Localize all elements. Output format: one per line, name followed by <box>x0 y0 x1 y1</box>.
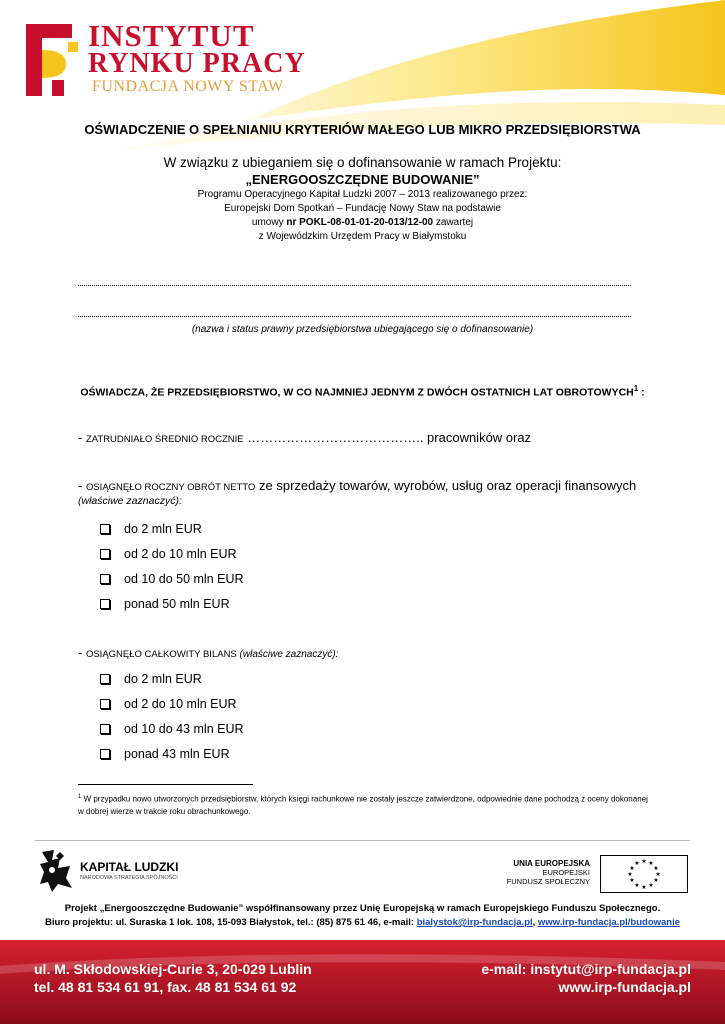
svg-text:★: ★ <box>627 871 633 878</box>
employment-dash: - <box>78 430 86 445</box>
option-label: od 2 do 10 mln EUR <box>124 547 237 561</box>
intro-line-3: Programu Operacyjnego Kapitał Ludzki 2007 – 2013 realizowanego przez: <box>197 189 528 200</box>
footnote-text: W przypadku nowo utworzonych przedsiębiorstw, których księgi rachunkowe nie zostały jeszcze zatwierdzone, odpowiednie dane pochodzą z oceny dokonanej w dobrej wierze w trakcie roku obrachunkowego. <box>78 794 648 816</box>
checkbox-icon[interactable] <box>100 674 110 684</box>
eu-line-2: EUROPEJSKI <box>542 868 590 877</box>
eu-line-3: FUNDUSZ SPOŁECZNY <box>506 877 590 886</box>
turnover-option[interactable] <box>100 597 230 611</box>
employment-blank[interactable]: ………………………………….. <box>243 430 428 445</box>
balance-option[interactable] <box>100 697 237 711</box>
option-label: od 2 do 10 mln EUR <box>124 697 237 711</box>
intro-line-4: Europejski Dom Spotkań – Fundację Nowy Staw na podstawie <box>224 203 501 214</box>
kapital-ludzki-logo <box>38 848 198 894</box>
employment-label: ZATRUDNIAŁO ŚREDNIO ROCZNIE <box>85 434 244 445</box>
svg-text:★: ★ <box>648 860 654 867</box>
svg-text:★: ★ <box>641 884 647 891</box>
turnover-suffix: ze sprzedaży towarów, wyrobów, usług oraz operacji finansowych <box>255 478 637 493</box>
balance-option[interactable] <box>100 747 230 761</box>
option-label: ponad 50 mln EUR <box>124 597 230 611</box>
turnover-option[interactable] <box>100 547 237 561</box>
svg-text:★: ★ <box>655 871 661 878</box>
institute-address: ul. M. Skłodowskiej-Curie 3, 20-029 Lublin <box>34 961 312 977</box>
kl-title: KAPITAŁ LUDZKI <box>80 860 179 874</box>
svg-text:★: ★ <box>653 877 659 884</box>
balance-note: (właściwe zaznaczyć): <box>236 649 339 660</box>
checkbox-icon[interactable] <box>100 574 110 584</box>
turnover-dash: - <box>78 478 86 493</box>
project-name: „ENERGOOSZCZĘDNE BUDOWANIE” <box>245 172 480 187</box>
declaration-heading <box>0 384 725 399</box>
turnover-label: OSIĄGNĘŁO ROCZNY OBRÓT NETTO <box>85 482 256 493</box>
turnover-option[interactable] <box>100 572 244 586</box>
contract-suffix: zawartej <box>433 217 474 228</box>
logo-line-3: FUNDACJA NOWY STAW <box>92 78 284 95</box>
project-financing-note: Projekt „Energooszczędne Budowanie” współfinansowany przez Unię Europejską w ramach Europejskiego Funduszu Społecznego. <box>64 903 661 914</box>
eu-logo <box>488 855 688 895</box>
turnover-line <box>78 478 636 493</box>
declaration-text: OŚWIADCZA, ŻE PRZEDSIĘBIORSTWO, W CO NAJMNIEJ JEDNYM Z DWÓCH OSTATNICH LAT OBROTOWYCH <box>80 386 634 399</box>
option-label: do 2 mln EUR <box>124 672 202 686</box>
svg-text:★: ★ <box>634 860 640 867</box>
institute-phones: tel. 48 81 534 61 91, fax. 48 81 534 61 92 <box>34 979 297 995</box>
option-label: od 10 do 50 mln EUR <box>124 572 244 586</box>
checkbox-icon[interactable] <box>100 549 110 559</box>
document-title: OŚWIADCZENIE O SPEŁNIANIU KRYTERIÓW MAŁEGO LUB MIKRO PRZEDSIĘBIORSTWA <box>84 122 641 137</box>
balance-label: OSIĄGNĘŁO CAŁKOWITY BILANS <box>85 649 237 660</box>
institute-website[interactable]: www.irp-fundacja.pl <box>558 979 691 995</box>
checkbox-icon[interactable] <box>100 699 110 709</box>
footnote <box>78 791 653 818</box>
company-name-field-1[interactable] <box>78 285 631 286</box>
checkbox-icon[interactable] <box>100 524 110 534</box>
contract-prefix: umowy <box>251 217 287 228</box>
project-office-info <box>0 917 725 928</box>
svg-text:★: ★ <box>629 877 635 884</box>
balance-line <box>78 645 338 660</box>
kl-subtitle: NARODOWA STRATEGIA SPÓJNOŚCI <box>80 875 178 881</box>
company-field-caption: (nazwa i status prawny przedsiębiorstwa ubiegającego się o dofinansowanie) <box>191 324 534 335</box>
employment-suffix: pracowników oraz <box>427 430 532 445</box>
office-email-link[interactable]: bialystok@irp-fundacja.pl <box>416 917 533 928</box>
svg-text:★: ★ <box>653 865 659 872</box>
office-address: Biuro projektu: ul. Suraska 1 lok. 108, 15-093 Białystok, tel.: (85) 875 61 46, e-mail: <box>44 917 417 928</box>
institute-email[interactable]: e-mail: instytut@irp-fundacja.pl <box>481 961 691 977</box>
turnover-option[interactable] <box>100 522 202 536</box>
checkbox-icon[interactable] <box>100 599 110 609</box>
checkbox-icon[interactable] <box>100 724 110 734</box>
svg-text:★: ★ <box>641 858 647 865</box>
balance-option[interactable] <box>100 672 202 686</box>
balance-dash: - <box>78 645 86 660</box>
kapital-ludzki-emblem-icon <box>38 848 74 894</box>
option-label: do 2 mln EUR <box>124 522 202 536</box>
option-label: ponad 43 mln EUR <box>124 747 230 761</box>
eu-text <box>507 859 590 886</box>
turnover-note: (właściwe zaznaczyć): <box>78 495 182 507</box>
footer-divider <box>35 840 690 841</box>
eu-line-1: UNIA EUROPEJSKA <box>513 859 590 868</box>
svg-text:★: ★ <box>634 882 640 889</box>
company-name-field-2[interactable] <box>78 316 631 317</box>
eu-flag-icon <box>600 855 688 893</box>
irp-logo-mark-icon <box>22 20 82 100</box>
contract-number: nr POKL-08-01-01-20-013/12-00 <box>286 217 434 228</box>
project-url-link[interactable]: www.irp-fundacja.pl/budowanie <box>537 917 681 928</box>
svg-text:★: ★ <box>648 882 654 889</box>
logo-line-2: RYNKU PRACY <box>88 48 306 79</box>
svg-text:★: ★ <box>629 865 635 872</box>
option-label: od 10 do 43 mln EUR <box>124 722 244 736</box>
footnote-ref: 1 <box>633 384 639 393</box>
intro-line-6: z Wojewódzkim Urzędem Pracy w Białymstoku <box>258 231 467 242</box>
intro-line-1: W związku z ubieganiem się o dofinansowanie w ramach Projektu: <box>163 155 562 170</box>
declaration-colon: : <box>638 386 645 399</box>
footnote-separator <box>78 784 253 785</box>
balance-option[interactable] <box>100 722 244 736</box>
intro-line-5 <box>0 217 725 228</box>
checkbox-icon[interactable] <box>100 749 110 759</box>
footnote-mark: 1 <box>78 794 82 800</box>
institute-logo <box>22 18 306 108</box>
logo-line-1: INSTYTUT <box>88 18 255 53</box>
office-sep: , <box>532 917 538 928</box>
employment-line <box>78 430 531 445</box>
